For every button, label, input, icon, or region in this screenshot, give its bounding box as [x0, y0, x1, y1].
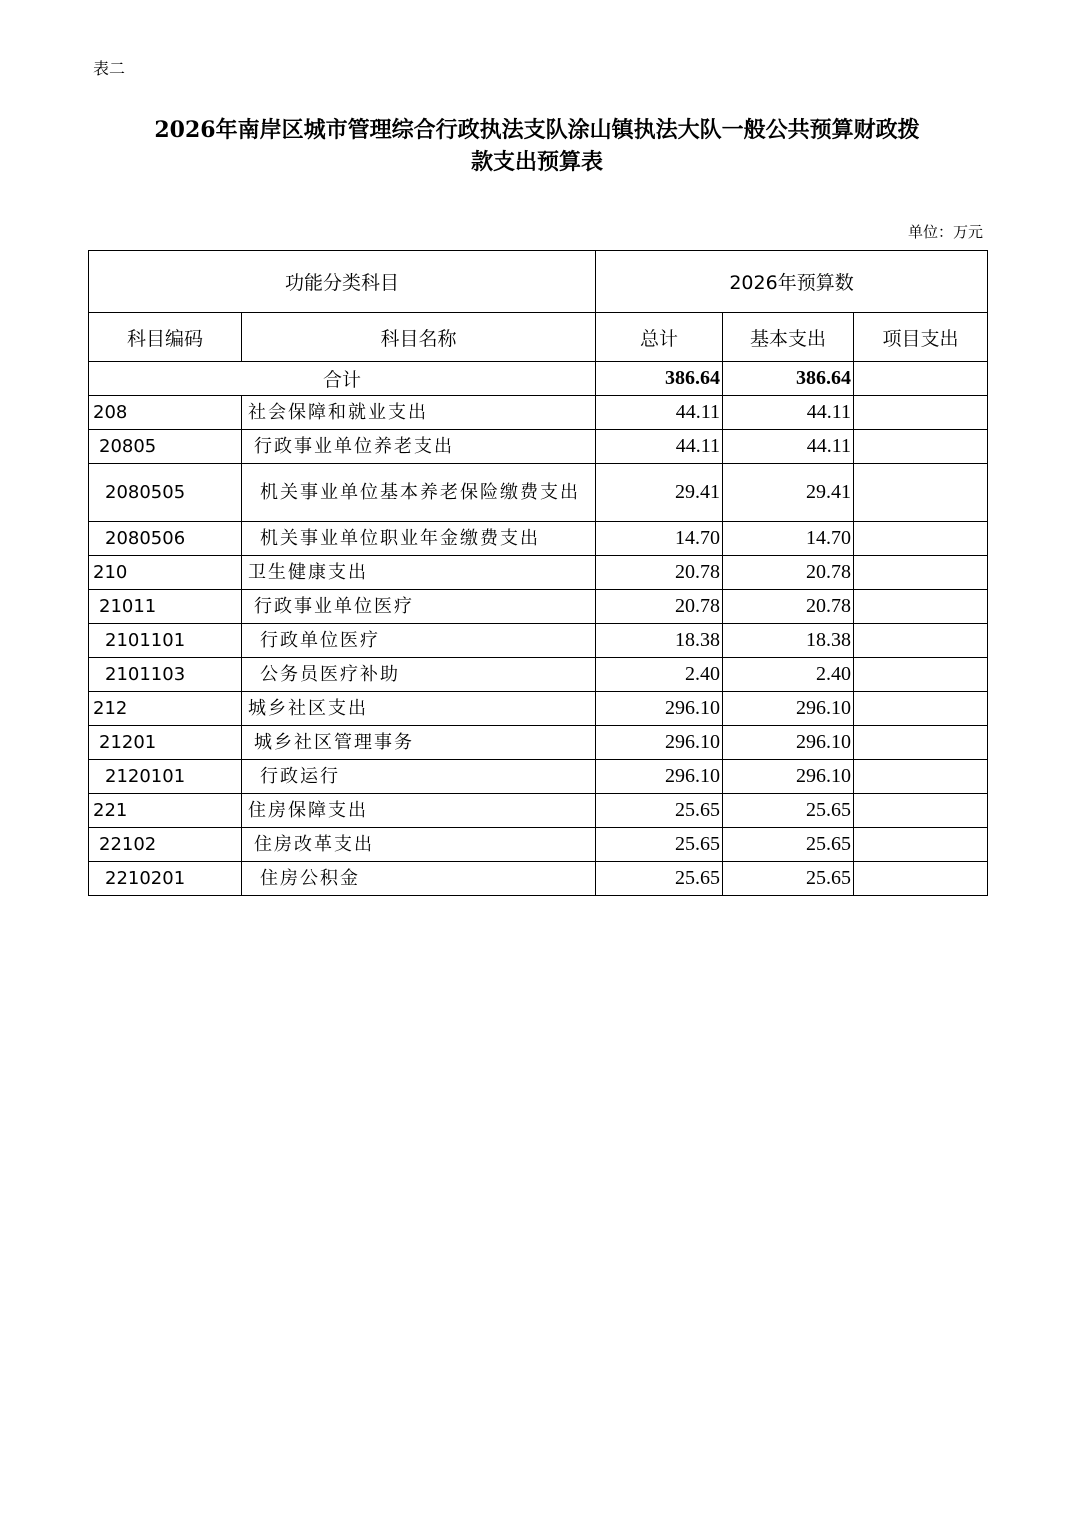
total-project	[854, 362, 988, 396]
row-name: 行政运行	[242, 760, 596, 794]
table-row	[89, 522, 988, 556]
row-code: 21011	[89, 590, 242, 624]
row-name: 机关事业单位基本养老保险缴费支出	[242, 464, 596, 522]
row-code: 210	[89, 556, 242, 590]
row-total: 18.38	[596, 624, 723, 658]
row-code: 221	[89, 794, 242, 828]
table-row	[89, 794, 988, 828]
row-basic: 29.41	[723, 464, 854, 522]
table-row	[89, 760, 988, 794]
row-total: 296.10	[596, 760, 723, 794]
row-total: 2.40	[596, 658, 723, 692]
row-basic: 25.65	[723, 794, 854, 828]
total-row	[89, 362, 988, 396]
header-name: 科目名称	[242, 313, 596, 362]
row-name: 城乡社区管理事务	[242, 726, 596, 760]
row-total: 14.70	[596, 522, 723, 556]
header-basic: 基本支出	[723, 313, 854, 362]
row-name: 公务员医疗补助	[242, 658, 596, 692]
row-total: 25.65	[596, 862, 723, 896]
row-code: 2101103	[89, 658, 242, 692]
row-name: 行政单位医疗	[242, 624, 596, 658]
row-basic: 20.78	[723, 590, 854, 624]
row-total: 29.41	[596, 464, 723, 522]
header-budget-2026: 2026年预算数	[596, 251, 988, 313]
row-project	[854, 464, 988, 522]
page-title	[60, 114, 1014, 178]
row-name: 行政事业单位养老支出	[242, 430, 596, 464]
title-line-2: 款支出预算表	[470, 149, 603, 175]
row-project	[854, 430, 988, 464]
table-row	[89, 828, 988, 862]
table-row	[89, 726, 988, 760]
row-basic: 296.10	[723, 692, 854, 726]
row-code: 20805	[89, 430, 242, 464]
row-basic: 25.65	[723, 862, 854, 896]
table-row	[89, 556, 988, 590]
row-project	[854, 556, 988, 590]
row-name: 城乡社区支出	[242, 692, 596, 726]
header-project: 项目支出	[854, 313, 988, 362]
row-name: 卫生健康支出	[242, 556, 596, 590]
sheet-label: 表二	[93, 59, 126, 78]
table-row	[89, 624, 988, 658]
row-name: 住房保障支出	[242, 794, 596, 828]
row-project	[854, 794, 988, 828]
row-total: 296.10	[596, 726, 723, 760]
row-basic: 14.70	[723, 522, 854, 556]
header-functional-category: 功能分类科目	[89, 251, 596, 313]
row-total: 20.78	[596, 556, 723, 590]
table-row	[89, 658, 988, 692]
row-basic: 296.10	[723, 760, 854, 794]
row-project	[854, 522, 988, 556]
row-name: 住房改革支出	[242, 828, 596, 862]
row-code: 212	[89, 692, 242, 726]
budget-table	[88, 250, 988, 896]
row-basic: 20.78	[723, 556, 854, 590]
row-total: 44.11	[596, 396, 723, 430]
row-project	[854, 828, 988, 862]
row-code: 2080506	[89, 522, 242, 556]
unit-label: 单位：万元	[907, 223, 983, 241]
row-project	[854, 726, 988, 760]
row-project	[854, 862, 988, 896]
row-code: 208	[89, 396, 242, 430]
row-name: 住房公积金	[242, 862, 596, 896]
row-basic: 296.10	[723, 726, 854, 760]
row-basic: 44.11	[723, 430, 854, 464]
row-basic: 44.11	[723, 396, 854, 430]
row-basic: 25.65	[723, 828, 854, 862]
row-name: 机关事业单位职业年金缴费支出	[242, 522, 596, 556]
row-total: 44.11	[596, 430, 723, 464]
row-code: 21201	[89, 726, 242, 760]
title-line-1: 2026年南岸区城市管理综合行政执法支队涂山镇执法大队一般公共预算财政拨	[154, 117, 920, 143]
row-total: 20.78	[596, 590, 723, 624]
row-name: 行政事业单位医疗	[242, 590, 596, 624]
row-code: 2120101	[89, 760, 242, 794]
row-project	[854, 396, 988, 430]
total-label: 合计	[89, 362, 596, 396]
header-total: 总计	[596, 313, 723, 362]
row-code: 2101101	[89, 624, 242, 658]
row-project	[854, 692, 988, 726]
row-code: 22102	[89, 828, 242, 862]
row-code: 2210201	[89, 862, 242, 896]
row-project	[854, 590, 988, 624]
table-row	[89, 590, 988, 624]
header-code: 科目编码	[89, 313, 242, 362]
row-total: 296.10	[596, 692, 723, 726]
row-total: 25.65	[596, 794, 723, 828]
row-project	[854, 760, 988, 794]
row-project	[854, 658, 988, 692]
row-project	[854, 624, 988, 658]
total-basic: 386.64	[723, 362, 854, 396]
table-row	[89, 430, 988, 464]
row-basic: 2.40	[723, 658, 854, 692]
total-total: 386.64	[596, 362, 723, 396]
row-total: 25.65	[596, 828, 723, 862]
table-row	[89, 862, 988, 896]
table-row	[89, 464, 988, 522]
row-basic: 18.38	[723, 624, 854, 658]
table-row	[89, 692, 988, 726]
table-row	[89, 396, 988, 430]
row-name: 社会保障和就业支出	[242, 396, 596, 430]
row-code: 2080505	[89, 464, 242, 522]
